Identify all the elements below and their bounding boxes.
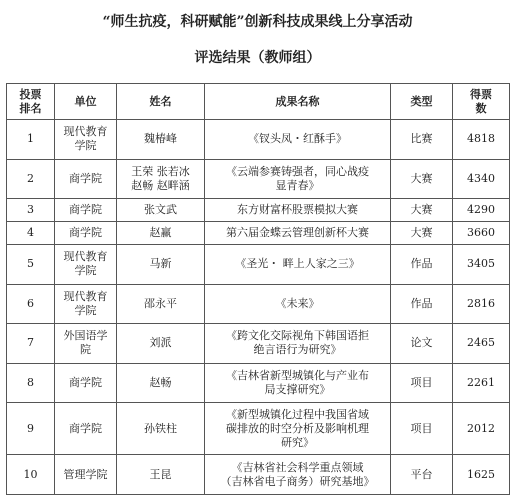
table-row [7,284,510,324]
cell-rank: 2 [7,159,55,199]
cell-name-line: 孙铁柱 [144,421,177,435]
cell-title-line: 《跨文化交际视角下韩国语拒 [226,329,369,343]
cell-name [117,403,205,455]
table-row [7,363,510,403]
cell-unit-line: 学院 [74,264,97,278]
table-row [7,159,510,199]
cell-type: 作品 [391,284,453,324]
cell-rank: 3 [7,199,55,222]
cell-title-line: 《圣光・ 畔上人家之三》 [235,257,360,271]
cell-unit [55,199,117,222]
cell-unit-line: 外国语学 [63,329,108,343]
cell-votes: 2012 [453,403,510,455]
header-votes [453,84,510,120]
cell-name [117,324,205,364]
header-name: 姓名 [117,84,205,120]
cell-type: 项目 [391,363,453,403]
header-title: 成果名称 [205,84,391,120]
cell-unit-line: 学院 [74,303,97,317]
cell-rank: 5 [7,244,55,284]
cell-votes: 3660 [453,222,510,245]
table-body [7,120,510,495]
cell-unit [55,244,117,284]
cell-title [205,159,391,199]
cell-name [117,455,205,495]
header-rank [7,84,55,120]
cell-unit [55,159,117,199]
results-table [6,83,510,495]
cell-title [205,363,391,403]
cell-title-line: 绝言语行为研究》 [253,343,342,357]
cell-name-line: 马新 [149,257,172,271]
cell-votes: 1625 [453,455,510,495]
cell-title-line: 《钗头凤・红酥手》 [248,132,347,146]
cell-name-line: 张文武 [144,203,177,217]
cell-type: 大赛 [391,159,453,199]
cell-title-line: 《云端参赛铸强者，同心战疫 [226,164,369,178]
table-row [7,120,510,160]
cell-name [117,159,205,199]
cell-title-line: 局支撑研究》 [264,382,331,396]
cell-unit-line: 商学院 [69,375,102,389]
cell-title [205,403,391,455]
table-header-row [7,84,510,120]
cell-unit [55,403,117,455]
cell-unit-line: 学院 [74,139,97,153]
cell-unit-line: 商学院 [69,203,102,217]
cell-name [117,284,205,324]
cell-name [117,222,205,245]
cell-title-line: 《未来》 [275,296,320,310]
cell-unit [55,455,117,495]
cell-title-line: 第六届金蝶云管理创新杯大赛 [226,226,369,240]
cell-unit-line: 现代教育 [63,125,108,139]
cell-unit-line: 管理学院 [63,467,108,481]
header-votes-line: 得票 [470,87,492,101]
cell-rank: 1 [7,120,55,160]
header-type: 类型 [391,84,453,120]
cell-unit [55,120,117,160]
cell-unit-line: 现代教育 [63,250,108,264]
cell-name-line: 赵畅 赵畔涵 [131,178,190,192]
cell-name-line: 魏椿峰 [144,132,177,146]
cell-votes: 4340 [453,159,510,199]
cell-rank: 9 [7,403,55,455]
cell-unit-line: 商学院 [69,171,102,185]
cell-name [117,363,205,403]
cell-type: 比赛 [391,120,453,160]
cell-title [205,120,391,160]
cell-type: 平台 [391,455,453,495]
cell-title-line: 研究》 [281,435,314,449]
cell-unit-line: 商学院 [69,226,102,240]
cell-title [205,284,391,324]
cell-name-line: 王昆 [149,467,172,481]
table-row [7,455,510,495]
cell-name-line: 王荣 张若冰 [131,164,190,178]
cell-rank: 4 [7,222,55,245]
cell-title-line: （吉林省电子商务）研究基地》 [220,474,375,488]
cell-title-line: 东方财富杯股票模拟大赛 [237,203,358,217]
document-title: “师生抗疫，科研赋能”创新科技成果线上分享活动 [102,14,413,30]
cell-title [205,324,391,364]
cell-title [205,222,391,245]
cell-unit-line: 商学院 [69,421,102,435]
cell-votes: 4290 [453,199,510,222]
cell-type: 大赛 [391,222,453,245]
cell-rank: 6 [7,284,55,324]
cell-unit-line: 现代教育 [63,289,108,303]
cell-name-line: 邵永平 [144,296,177,310]
header-votes-line: 数 [475,101,487,115]
cell-votes: 2261 [453,363,510,403]
cell-name [117,244,205,284]
cell-type: 项目 [391,403,453,455]
cell-name-line: 赵畅 [149,375,172,389]
cell-unit-line: 院 [80,343,91,357]
cell-type: 大赛 [391,199,453,222]
cell-title [205,244,391,284]
cell-votes: 3405 [453,244,510,284]
header-rank-line: 排名 [19,101,42,115]
cell-type: 论文 [391,324,453,364]
header-unit: 单位 [55,84,117,120]
cell-name-line: 刘派 [149,336,172,350]
cell-rank: 7 [7,324,55,364]
table-row [7,222,510,245]
cell-name-line: 赵赢 [149,226,172,240]
cell-unit [55,324,117,364]
cell-title-line: 《吉林省新型城镇化与产业布 [226,368,369,382]
cell-votes: 2816 [453,284,510,324]
cell-votes: 4818 [453,120,510,160]
cell-title [205,455,391,495]
cell-votes: 2465 [453,324,510,364]
cell-title-line: 显青春》 [275,178,320,192]
table-row [7,324,510,364]
cell-title-line: 《新型城镇化过程中我国省域 [226,407,369,421]
cell-unit [55,284,117,324]
cell-rank: 8 [7,363,55,403]
cell-title-line: 《吉林省社会科学重点领域 [231,460,364,474]
document-subtitle: 评选结果（教师组） [194,50,321,66]
cell-name [117,120,205,160]
table-row [7,199,510,222]
cell-title-line: 碳排放的时空分析及影响机理 [226,421,369,435]
cell-title [205,199,391,222]
cell-unit [55,363,117,403]
cell-type: 作品 [391,244,453,284]
header-rank-line: 投票 [19,87,42,101]
cell-rank: 10 [7,455,55,495]
cell-unit [55,222,117,245]
table-row [7,244,510,284]
table-row [7,403,510,455]
cell-name [117,199,205,222]
